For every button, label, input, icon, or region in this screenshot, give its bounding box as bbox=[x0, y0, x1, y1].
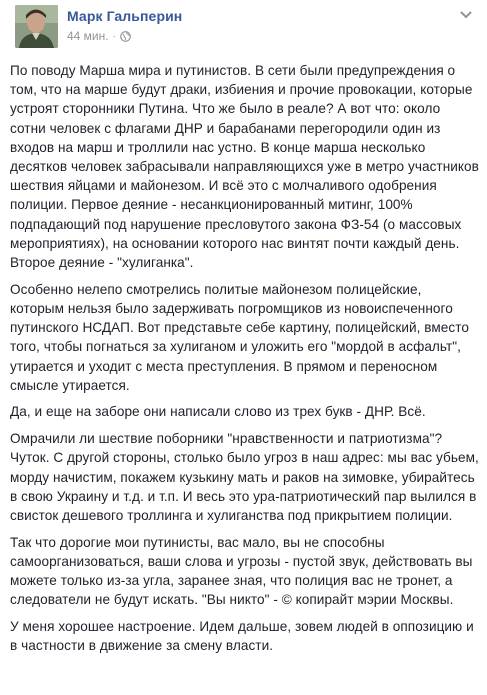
avatar-photo bbox=[15, 5, 58, 48]
globe-icon[interactable] bbox=[120, 31, 131, 42]
post-paragraph: По поводу Марша мира и путинистов. В сети были предупреждения о том, что на марше будут драки, избиения и прочие провокации, которые устроят сторонники Путина. Что же было в реале? А вот что: около сотни человек с флагами ДНР и барабанами перегородили один из входов на марш и троллили нас устно. В конце марша несколько десятков человек забрасывали направляющихся уже в метро участников шествия яйцами и майонезом. И всё это с молчаливого одобрения полиции. Первое деяние - несанкционированный митинг, 100% подпадающий под нарушение пресловутого закона ФЗ-54 (о массовых мероприятиях), на основании которого нас винтят почти каждый день. Второе деяние - "хулиганка". bbox=[10, 63, 479, 271]
post-paragraph: Особенно нелепо смотрелись политые майонезом полицейские, которым нельзя было задерживать погромщиков из новоиспеченного путинского НСДАП. Вот представьте себе картину, полицейский, вместо того, чтобы погнаться за хулиганом и уложить его "мордой в асфальт", утирается и уходит с места преступления. В прямом и переносном смысле утирается. bbox=[10, 281, 469, 393]
post-paragraph: У меня хорошее настроение. Идем дальше, зовем людей в оппозицию и в частности в движение за смену власти. bbox=[10, 618, 474, 654]
post-paragraph: Да, и еще на заборе они написали слово из трех букв - ДНР. Всё. bbox=[10, 404, 426, 420]
post-timestamp[interactable]: 44 мин. bbox=[67, 29, 109, 43]
post-paragraph: Так что дорогие мои путинисты, вас мало, вы не способны самоорганизоваться, ваши слова и угрозы - пустой звук, действовать вы можете только из-за угла, заранее зная, что полиция вас не тронет, а следователи не будут искать. "Вы никто" - © копирайт мэрии Москвы. bbox=[10, 534, 473, 608]
author-name[interactable]: Марк Гальперин bbox=[67, 8, 183, 24]
post-body bbox=[10, 61, 479, 655]
post-header bbox=[10, 0, 479, 56]
meta-separator: · bbox=[112, 30, 116, 42]
post-paragraph: Омрачили ли шествие поборники "нравственности и патриотизма"? Чуток. С другой стороны, столько было угроз в наш адрес: мы вас убьем, морду начистим, покажем кузькину мать и раков на зимовке, убирайтесь в свою Украину и т.д. и т.п. И весь это ура-патриотический пар вылился в свисток дешевого троллинга и хулиганства под прикрытием полиции. bbox=[10, 431, 479, 523]
post-meta bbox=[67, 29, 131, 43]
chevron-down-icon[interactable] bbox=[459, 10, 473, 20]
author-avatar[interactable] bbox=[15, 5, 58, 48]
